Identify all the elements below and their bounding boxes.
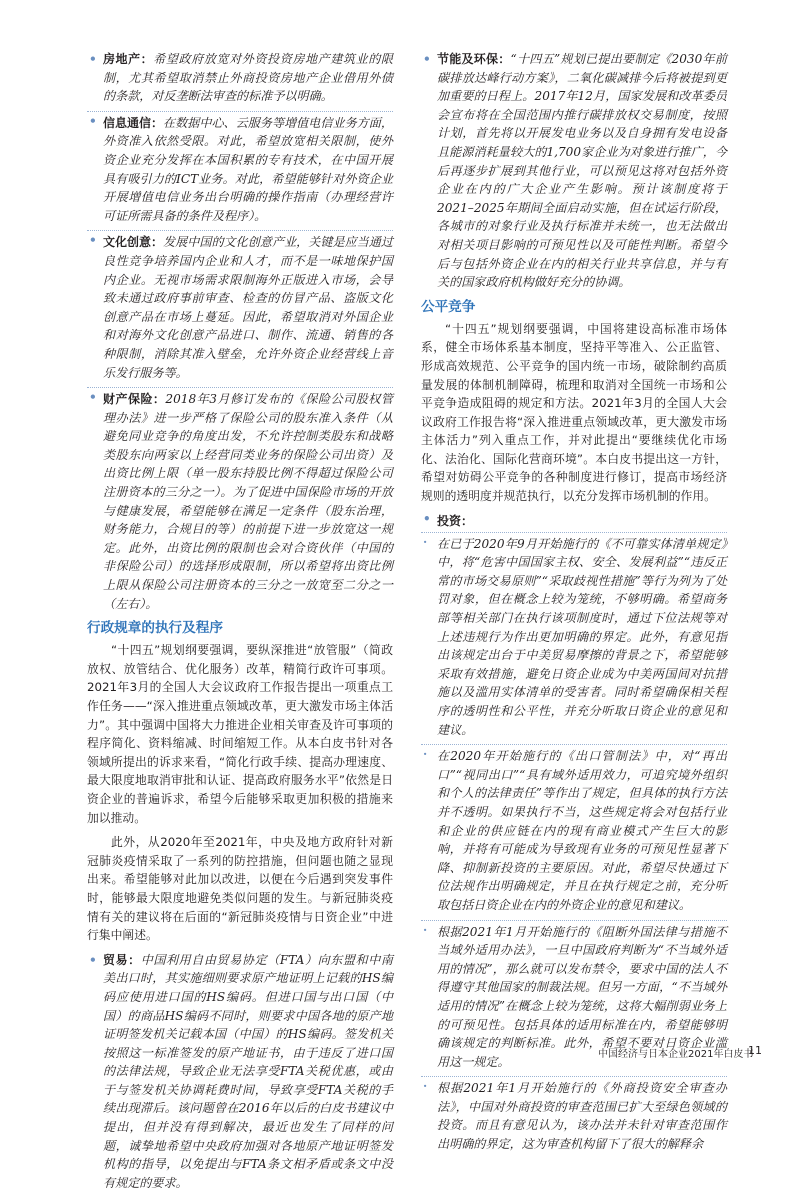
paragraph: 此外，从2020年至2021年，中央及地方政府针对新冠肺炎疫情采取了一系列的防控措施，但问题也随之显现出来。希望能够对此加以改进，以便在今后遇到突发事件时，能够最大限度地避免类似问题的发生。与新冠肺炎疫情有关的建议将在后面的“新冠肺炎疫情与日资企业”中进行集中阐述。 (87, 835, 393, 943)
bullet-marker: • (89, 233, 97, 248)
bullet-label: 贸易： (103, 952, 141, 967)
paragraph: “十四五”规划纲要强调，要纵深推进“放管服”（简政放权、放管结合、优化服务）改革，精简行政许可事项。2021年3月的全国人大会议政府工作报告提出一项重点工作任务——“深入推进重点领域改革，更大激发市场主体活力”。其中强调中国将大力推进企业相关审查及许可事项的程序简化、资料缩减、时间缩短工作。从本白皮书针对各领域所提出的诉求来看，“简化行政手续、提高办理速度、最大限度地取消审批和认证、提高政府服务水平”依然是日资企业的普遍诉求，希望今后能够采取更加积极的措施来加以推动。 (87, 643, 393, 825)
bullet-marker: • (89, 52, 97, 66)
bullet-trade (87, 951, 393, 1193)
left-column (87, 50, 393, 1197)
bullet-text: 2018年3月修订发布的《保险公司股权管理办法》进一步严格了保险公司的股东准入条件（从避免同业竞争的角度出发，不允许控制类股东和战略类股东向两家以上经营同类业务的保险公司出资）及出资比例上限（单一股东持股比例不得超过保险公司注册资本的三分之一）。为了促进中国保险市场的开放与健康发展，希望能够在满足一定条件（股东治理，财务能力，合规目的等）的前提下进一步放宽这一规定。此外，出资比例的限制也会对合资伙伴（中国的非保险公司）的选择形成限制，所以希望将出资比例上限从保险公司注册资本的三分之一放宽至二分之一（左右）。 (103, 392, 393, 611)
bullet-culture (87, 230, 393, 382)
bullet-marker: · (423, 1079, 428, 1094)
bullet-text: 在已于2020年9月开始施行的《不可靠实体清单规定》中，将“危害中国国家主权、安全、发展利益”“违反正常的市场交易原则”“采取歧视性措施”等行为列为了处罚对象，但在概念上较为笼统，不够明确。希望商务部等相关部门在执行该项制度时，通过下位法规等对上述违规行为作出更加明确的界定。此外，有意见指出该规定出台于中美贸易摩擦的背景之下，希望能够采取有效措施，避免日资企业成为中美两国间对抗措施以及滥用实体清单的受害者。同时希望确保相关程序的透明性和公平性，并充分听取日资企业的意见和建议。 (437, 536, 727, 737)
page-number: 11 (748, 1044, 762, 1057)
bullet-marker: • (423, 511, 431, 526)
bullet-item (421, 1076, 727, 1153)
paragraph: “十四五”规划纲要强调，中国将建设高标准市场体系，健全市场体系基本制度，坚持平等准入、公正监管、形成高效规范、公平竞争的国内统一市场，破除制约高质量发展的体制机制障碍，梳理和取消对全国统一市场和公平竞争造成阻碍的规定和方法。2021年3月的全国人大会议政府工作报告将“深入推进重点领域改革，更大激发市场主体活力”列入重点工作，并对此提出“要继续优化市场化、法治化、国际化营商环境”。本白皮书提出这一方针，希望对妨碍公平竞争的各种制度进行修订，提高市场经济规则的透明度并规范执行，以充分发挥市场机制的作用。 (421, 321, 727, 504)
bullet-real-estate (87, 50, 393, 106)
bullet-text: 根据2021年1月开始施行的《外商投资安全审查办法》，中国对外商投资的审查范围已扩大至绿色领域的投资。而且有意见认为，该办法并未针对审查范围作出明确的界定，这为审查机构留下了很大的解释余 (437, 1081, 727, 1152)
bullet-label: 节能及环保： (437, 52, 511, 66)
sub-heading-investment (421, 512, 727, 529)
bullet-text: 发展中国的文化创意产业，关键是应当通过良性竞争培养国内企业和人才，而不是一味地保护国内企业。无视市场需求限制海外正版进入市场，会导致未通过政府事前审查、检查的仿冒产品、盗版文化创意产品在市场上蔓延。因此，希望取消对外国企业和对海外文化创意产品进口、制作、流通、销售的各种限制，消除其准入壁垒，允许外资企业经营线上音乐发行服务等。 (103, 235, 393, 380)
bullet-text: 在数据中心、云服务等增值电信业务方面，外资准入依然受限。对此，希望放宽相关限制，使外资企业充分发挥在本国积累的专有技术，在中国开展具有吸引力的ICT业务。对此，希望能够针对外资企业开展增值电信业务出台明确的操作指南（办理经营许可证所需具备的条件及程序）。 (103, 115, 393, 223)
page-footer (598, 1045, 768, 1060)
bullet-text: 希望政府放宽对外资投资房地产建筑业的限制，尤其希望取消禁止外商投资房地产企业借用外债的条款，对反垄断法审查的标准予以明确。 (103, 52, 393, 104)
section-heading: 公平竞争 (421, 298, 476, 315)
bullet-marker: · (423, 747, 428, 762)
footer-title: 中国经济与日本企业2021年白皮书 (598, 1049, 754, 1060)
bullet-text: 中国利用自由贸易协定（FTA）向东盟和中南美出口时，其实施细则要求原产地证明上记载的HS编码应使用进口国的HS编码。但进口国与出口国（中国）的商品HS编码不同时，则要求中国各地的原产地证明签发机关记载本国（中国）的HS编码。签发机关按照这一标准签发的原产地证书，由于违反了进口国的法律法规，导致企业无法享受FTA关税优惠，或由于与签发机关协调耗费时间，导致享受FTA关税的手续出现滞后。该问题曾在2016年以后的白皮书建议中提出，但并没有得到解决，最近也发生了同样的问题，诚挚地希望中央政府加强对各地原产地证明签发机构的指导，以免提出与FTA条文相矛盾或条文中没有规定的要求。 (103, 952, 393, 1190)
bullet-text: 根据2021年1月开始施行的《阻断外国法律与措施不当域外适用办法》，一旦中国政府判断为“不当域外适用的情况”，那么就可以发布禁令，要求中国的法人不得遵守其他国家的制裁法规。但另一方面，“不当域外适用的情况”在概念上较为笼统，这将大幅削弱业务上的可预见性。包括具体的适用标准在内，希望能够明确该规定的判断标准。此外，希望不要对日资企业滥用这一规定。 (437, 924, 727, 1069)
bullet-marker: · (423, 534, 428, 549)
bullet-text: “十四五”规划已提出要制定《2030年前碳排放达峰行动方案》，二氧化碳减排今后将被提到更加重要的日程上。2017年12月，国家发展和改革委员会宣布将在全国范围内推行碳排放权交易制度，按照计划，首先将以开展发电业务以及自身拥有发电设备且能源消耗量较大的1,700家企业为对象进行推广，今后再逐步扩展到其他行业，可以预见这将对包括外资企业在内的广大企业产生影响。预计该制度将于2021–2025年期间全面启动实施，但在试运行阶段，各城市的对象行业及执行标准并未统一，也无法做出对相关项目影响的可预见性以及可能性判断。希望今后与包括外资企业在内的相关行业共享信息，并与有关的国家政府机构做好充分的协调。 (437, 52, 727, 290)
bullet-marker: • (89, 952, 97, 967)
sub-heading-label: 投资： (437, 513, 474, 528)
bullet-telecom (87, 111, 393, 226)
bullet-marker: • (89, 390, 97, 405)
section-heading: 行政规章的执行及程序 (87, 620, 223, 637)
bullet-label: 房地产： (103, 52, 154, 66)
bullet-text: 在2020年开始施行的《出口管制法》中，对“再出口”“视同出口”“具有域外适用效力，可追究境外组织和个人的法律责任”等作出了规定，但具体的执行方法并不透明。如果执行不当，这些规定将会对包括行业和企业的供应链在内的现有商业模式产生巨大的影响，并将有可能成为导致现有业务的可预见性显著下降、抑制新投资的主要原因。对此，希望尽快通过下位法规作出明确规定，并且在执行规定之前，充分听取包括日资企业在内的外资企业的意见和建议。 (437, 749, 727, 912)
bullet-marker: • (89, 113, 97, 128)
bullet-label: 信息通信： (103, 115, 164, 130)
bullet-item (421, 532, 727, 740)
bullet-marker: · (423, 922, 428, 937)
bullet-energy (421, 50, 727, 292)
right-column (421, 50, 727, 1159)
bullet-label: 文化创意： (103, 235, 164, 250)
bullet-insurance (87, 387, 393, 613)
bullet-label: 财产保险： (103, 392, 166, 407)
bullet-item (421, 744, 727, 914)
bullet-marker: • (423, 52, 431, 66)
